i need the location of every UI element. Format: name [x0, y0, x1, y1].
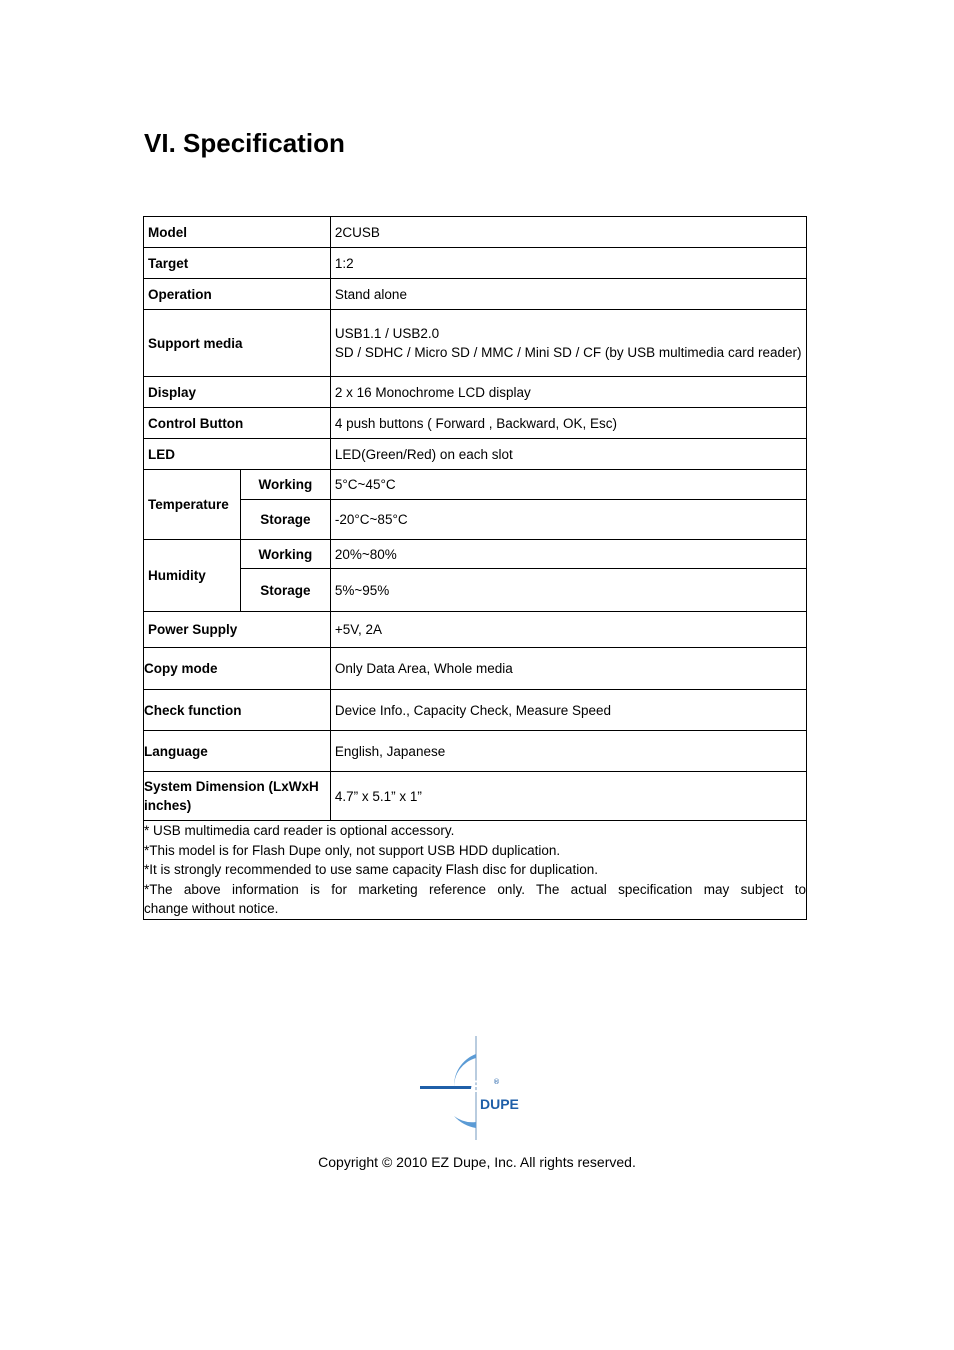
note-line: change without notice.: [144, 901, 279, 916]
table-row: [144, 540, 807, 569]
target-value: 1:2: [330, 248, 806, 279]
table-row: [144, 217, 807, 248]
humidity-label: Humidity: [144, 540, 241, 612]
control-button-label: Control Button: [144, 408, 331, 439]
page-title: VI. Specification: [144, 128, 345, 158]
note-line: * USB multimedia card reader is optional accessory.: [144, 823, 455, 838]
table-row: [144, 470, 807, 500]
logo-ez-text: EZ: [470, 1077, 492, 1096]
system-dimension-label: System Dimension (LxWxH inches): [144, 772, 331, 821]
logo-dupe-text: DUPE: [480, 1096, 519, 1112]
support-media-line-1: USB1.1 / USB2.0: [334, 326, 440, 341]
language-value: English, Japanese: [330, 731, 806, 772]
power-supply-value: +5V, 2A: [330, 612, 806, 648]
table-row: [144, 690, 807, 731]
note-line: *It is strongly recommended to use same capacity Flash disc for duplication.: [144, 862, 598, 877]
humidity-storage-label: Storage: [240, 569, 330, 612]
table-row: [144, 279, 807, 310]
display-label: Display: [144, 377, 331, 408]
language-label: Language: [144, 731, 331, 772]
check-function-label: Check function: [144, 690, 331, 731]
table-row: [144, 648, 807, 690]
note-line: *The above information is for marketing reference only. The actual specification may subject to: [144, 881, 806, 897]
power-supply-label: Power Supply: [144, 612, 331, 648]
temperature-storage-value: -20°C~85°C: [330, 500, 806, 540]
display-value: 2 x 16 Monochrome LCD display: [330, 377, 806, 408]
operation-label: Operation: [144, 279, 331, 310]
note-line: *This model is for Flash Dupe only, not support USB HDD duplication.: [144, 842, 561, 858]
support-media-value: [330, 310, 806, 377]
led-label: LED: [144, 439, 331, 470]
system-dimension-value: 4.7” x 5.1” x 1”: [330, 772, 806, 821]
copy-mode-label: Copy mode: [144, 648, 331, 690]
check-function-value: Device Info., Capacity Check, Measure Speed: [330, 690, 806, 731]
table-row: [144, 731, 807, 772]
led-value: LED(Green/Red) on each slot: [330, 439, 806, 470]
ez-dupe-logo: [418, 1036, 530, 1140]
table-row: [144, 500, 807, 540]
notes-cell: [144, 821, 807, 920]
specification-table: [143, 216, 807, 920]
humidity-working-value: 20%~80%: [330, 540, 806, 569]
logo-registered-mark: ®: [493, 1078, 500, 1086]
temperature-label: Temperature: [144, 470, 241, 540]
table-row: [144, 377, 807, 408]
table-row: [144, 248, 807, 279]
table-row: [144, 821, 807, 920]
target-label: Target: [144, 248, 331, 279]
control-button-value: 4 push buttons ( Forward , Backward, OK, Esc): [330, 408, 806, 439]
operation-value: Stand alone: [330, 279, 806, 310]
humidity-working-label: Working: [240, 540, 330, 569]
table-row: [144, 612, 807, 648]
temperature-storage-label: Storage: [240, 500, 330, 540]
table-row: [144, 310, 807, 377]
table-row: [144, 408, 807, 439]
model-label: Model: [144, 217, 331, 248]
support-media-line-2: SD / SDHC / Micro SD / MMC / Mini SD / CF (by USB multimedia card reader): [334, 345, 802, 360]
table-row: [144, 772, 807, 821]
support-media-label: Support media: [144, 310, 331, 377]
temperature-working-label: Working: [240, 470, 330, 500]
temperature-working-value: 5°C~45°C: [330, 470, 806, 500]
table-row: [144, 439, 807, 470]
humidity-storage-value: 5%~95%: [330, 569, 806, 612]
model-value: 2CUSB: [330, 217, 806, 248]
copyright-text: Copyright © 2010 EZ Dupe, Inc. All rights reserved.: [318, 1154, 636, 1170]
copy-mode-value: Only Data Area, Whole media: [330, 648, 806, 690]
table-row: [144, 569, 807, 612]
